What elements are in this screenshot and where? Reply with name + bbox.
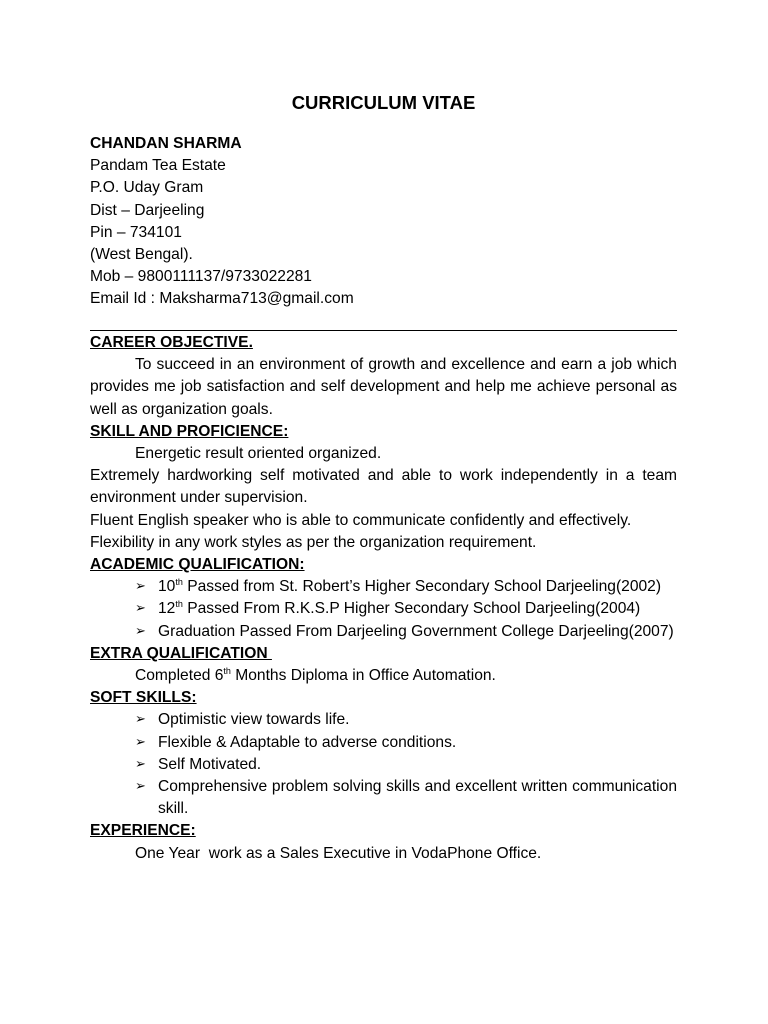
qualification-level: 10 — [158, 578, 176, 596]
skill-line: Fluent English speaker who is able to communicate confidently and effectively. — [90, 511, 632, 529]
academic-list — [90, 576, 677, 643]
email-address: Email Id : Maksharma713@gmail.com — [90, 290, 354, 308]
experience-heading: EXPERIENCE: — [90, 822, 196, 840]
list-item — [135, 754, 677, 776]
ordinal-suffix: th — [175, 599, 183, 610]
soft-skill: Flexible & Adaptable to adverse conditions. — [158, 733, 457, 751]
ordinal-suffix: th — [175, 577, 183, 588]
mobile-number: Mob – 9800111137/9733022281 — [90, 268, 312, 286]
skill-line: Extremely hardworking self motivated and able to work independently in a team environment under supervision. — [90, 467, 677, 507]
list-item — [135, 576, 677, 598]
skills-heading: SKILL AND PROFICIENCE: — [90, 422, 289, 440]
extra-text-end: Months Diploma in Office Automation. — [230, 667, 496, 685]
list-item — [135, 732, 677, 754]
qualification-detail: Graduation Passed From Darjeeling Government College Darjeeling(2007) — [158, 622, 674, 640]
extra-text-start: Completed 6 — [135, 667, 224, 685]
qualification-detail: Passed From R.K.S.P Higher Secondary School Darjeeling(2004) — [182, 600, 641, 618]
ordinal-suffix: th — [223, 666, 231, 677]
qualification-level: 12 — [158, 600, 176, 618]
document-title: CURRICULUM VITAE — [291, 92, 476, 113]
skill-line: Flexibility in any work styles as per the organization requirement. — [90, 533, 537, 551]
list-item — [135, 598, 677, 620]
academic-heading: ACADEMIC QUALIFICATION: — [90, 556, 305, 574]
soft-skill: Optimistic view towards life. — [158, 711, 350, 729]
list-item — [135, 621, 677, 643]
address-line: Dist – Darjeeling — [90, 201, 205, 219]
arrowhead-bullet-icon: ➢ — [135, 623, 146, 639]
address-line: Pandam Tea Estate — [90, 157, 226, 175]
arrowhead-bullet-icon: ➢ — [135, 734, 146, 750]
list-item — [135, 709, 677, 731]
career-objective-heading: CAREER OBJECTIVE. — [90, 334, 253, 351]
cv-body — [90, 332, 677, 865]
experience-text: One Year work as a Sales Executive in VodaPhone Office. — [135, 844, 542, 862]
arrowhead-bullet-icon: ➢ — [135, 601, 146, 617]
applicant-name: CHANDAN SHARMA — [90, 135, 242, 152]
arrowhead-bullet-icon: ➢ — [135, 579, 146, 595]
address-line: P.O. Uday Gram — [90, 179, 204, 197]
soft-skill: Self Motivated. — [158, 755, 262, 773]
arrowhead-bullet-icon: ➢ — [135, 779, 146, 795]
soft-skill: Comprehensive problem solving skills and excellent written communication skill. — [158, 778, 677, 818]
list-item — [135, 776, 677, 820]
skill-line: Energetic result oriented organized. — [135, 445, 382, 463]
arrowhead-bullet-icon: ➢ — [135, 756, 146, 772]
address-line: (West Bengal). — [90, 246, 193, 264]
soft-skills-heading: SOFT SKILLS: — [90, 689, 197, 707]
extra-qualification-heading: EXTRA QUALIFICATION — [90, 644, 272, 662]
contact-block — [90, 133, 677, 311]
career-objective-text: To succeed in an environment of growth and excellence and earn a job which provides me job satisfaction and self development and help me achieve personal as well as organization goals. — [90, 356, 677, 418]
address-line: Pin – 734101 — [90, 223, 182, 241]
extra-qualification-text — [90, 665, 677, 687]
soft-skills-list — [90, 709, 677, 820]
section-divider — [90, 330, 677, 331]
qualification-detail: Passed from St. Robert’s Higher Secondary School Darjeeling(2002) — [182, 578, 662, 596]
arrowhead-bullet-icon: ➢ — [135, 712, 146, 728]
